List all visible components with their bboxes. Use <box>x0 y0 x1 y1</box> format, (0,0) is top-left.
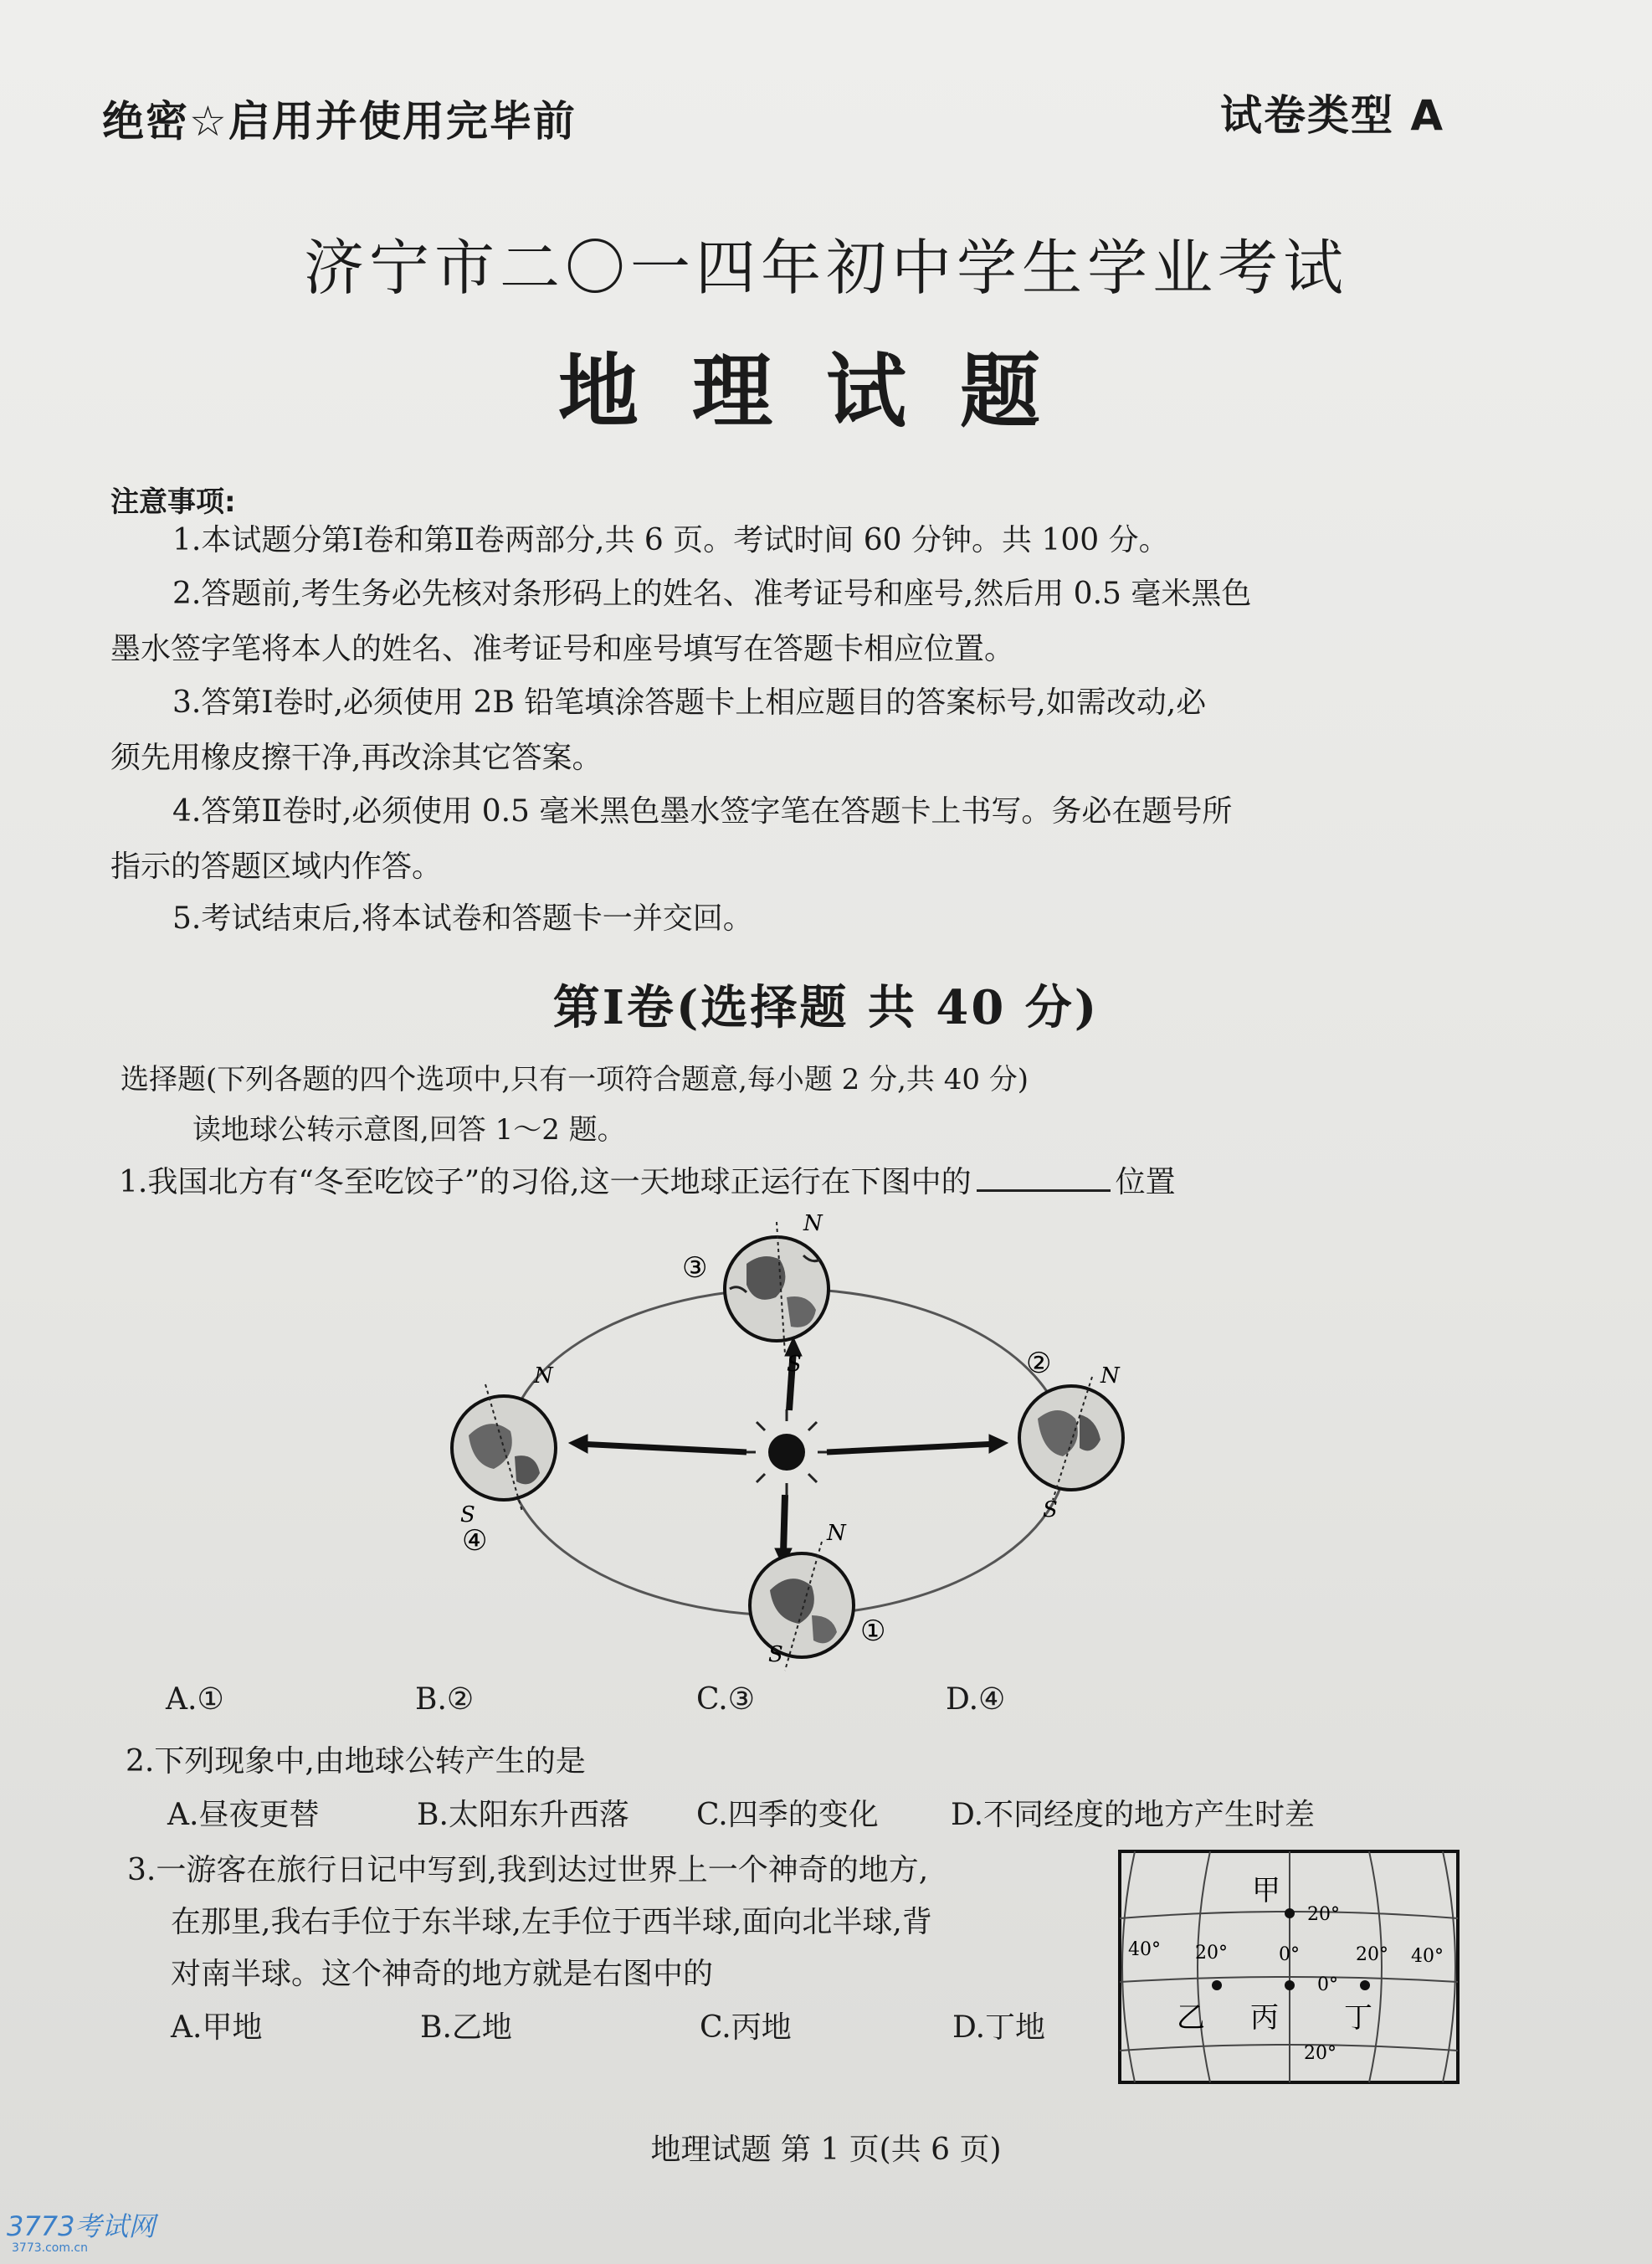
q3-stem-line-3: 对南半球。这个神奇的地方就是右图中的 <box>171 1957 714 1991</box>
label-lon-0: 0° <box>1279 1944 1300 1965</box>
q3-stem-line-1: 3.一游客在旅行日记中写到,我到达过世界上一个神奇的地方, <box>127 1853 929 1887</box>
confidential-label: 绝密☆启用并使用完毕前 <box>102 97 577 146</box>
page-footer: 地理试题 第 1 页(共 6 页) <box>650 2133 1002 2167</box>
q2-stem: 2.下列现象中,由地球公转产生的是 <box>126 1744 586 1779</box>
note-line-6: 4.答第Ⅱ卷时,必须使用 0.5 毫米黑色墨水签字笔在答题卡上书写。务必在题号所 <box>172 794 1233 829</box>
paper-type-label: 试卷类型 A <box>1220 91 1445 140</box>
exam-title: 济宁市二〇一四年初中学生学业考试 <box>303 233 1348 303</box>
q1-stem <box>119 1158 1176 1201</box>
note-line-1: 1.本试题分第Ⅰ卷和第Ⅱ卷两部分,共 6 页。考试时间 60 分钟。共 100 分。 <box>172 523 1169 557</box>
q3-option-d: D.丁地 <box>952 2010 1046 2045</box>
n-label-4: N <box>534 1363 553 1389</box>
q3-option-b: B.乙地 <box>420 2010 512 2045</box>
read-prompt: 读地球公转示意图,回答 1～2 题。 <box>192 1113 626 1147</box>
label-lon-e20: 20° <box>1356 1944 1388 1965</box>
q2-option-c: C.四季的变化 <box>696 1798 879 1832</box>
note-line-5: 须先用橡皮擦干净,再改涂其它答案。 <box>110 741 603 775</box>
position-label-1: ① <box>860 1615 886 1648</box>
s-label-4: S <box>460 1502 475 1527</box>
q1-option-d: D.④ <box>946 1682 1006 1717</box>
watermark-logo: 3773考试网 <box>7 2210 156 2242</box>
q1-stem-suffix: 位置 <box>1115 1165 1176 1199</box>
q1-option-b: B.② <box>415 1682 475 1717</box>
point-ding <box>1360 1980 1370 1990</box>
note-line-4: 3.答第Ⅰ卷时,必须使用 2B 铅笔填涂答题卡上相应题目的答案标号,如需改动,必 <box>172 685 1207 720</box>
label-lon-e40: 40° <box>1411 1946 1444 1967</box>
s-label-1: S <box>768 1642 783 1667</box>
q3-option-c: C.丙地 <box>700 2010 792 2045</box>
q2-option-d: D.不同经度的地方产生时差 <box>951 1798 1316 1832</box>
earth-position-3 <box>725 1222 829 1354</box>
q2-option-b: B.太阳东升西落 <box>417 1798 629 1832</box>
s-label-2: S <box>1043 1497 1058 1522</box>
note-line-8: 5.考试结束后,将本试卷和答题卡一并交回。 <box>172 901 753 936</box>
label-bing: 丙 <box>1250 2001 1279 2035</box>
q3-stem-line-2: 在那里,我右手位于东半球,左手位于西半球,面向北半球,背 <box>171 1905 932 1939</box>
watermark-url: 3773.com.cn <box>12 2241 88 2255</box>
sun-icon <box>744 1409 829 1495</box>
section-title: 第Ⅰ卷(选择题 共 40 分) <box>552 980 1100 1035</box>
label-lat-0: 0° <box>1317 1974 1338 1995</box>
label-lat-s20: 20° <box>1304 2043 1336 2064</box>
note-line-7: 指示的答题区域内作答。 <box>110 850 443 884</box>
q1-option-c: C.③ <box>696 1682 755 1717</box>
point-yi <box>1212 1980 1222 1990</box>
label-jia: 甲 <box>1252 1874 1280 1907</box>
position-label-3: ③ <box>682 1251 708 1285</box>
label-lat-n20: 20° <box>1307 1904 1340 1925</box>
position-label-4: ④ <box>462 1524 488 1558</box>
earth-position-1 <box>750 1542 854 1671</box>
position-label-2: ② <box>1026 1347 1052 1380</box>
note-line-2: 2.答题前,考生务必先核对条形码上的姓名、准考证号和座号,然后用 0.5 毫米黑色 <box>172 577 1252 611</box>
point-bing <box>1285 1980 1295 1990</box>
earth-position-2 <box>1019 1377 1123 1500</box>
q1-option-a: A.① <box>166 1682 224 1717</box>
label-ding: 丁 <box>1344 2001 1372 2035</box>
map-gridlines <box>1120 1851 1458 2082</box>
label-lon-w40: 40° <box>1128 1939 1161 1960</box>
q1-stem-text: 1.我国北方有“冬至吃饺子”的习俗,这一天地球正运行在下图中的 <box>119 1165 972 1199</box>
n-label-1: N <box>827 1521 846 1546</box>
subject-title: 地理试题 <box>558 344 1094 439</box>
orbit-diagram <box>435 1205 1155 1674</box>
s-label-3: S <box>787 1352 802 1377</box>
notes-heading: 注意事项: <box>110 485 236 519</box>
point-jia <box>1285 1908 1295 1918</box>
graticule-map <box>1118 1850 1460 2084</box>
label-yi: 乙 <box>1177 2001 1205 2035</box>
label-lon-w20: 20° <box>1195 1943 1228 1964</box>
n-label-2: N <box>1100 1363 1120 1389</box>
earth-position-4 <box>452 1384 556 1512</box>
section-instruction: 选择题(下列各题的四个选项中,只有一项符合题意,每小题 2 分,共 40 分) <box>121 1063 1029 1096</box>
n-label-3: N <box>803 1211 823 1236</box>
q3-option-a: A.甲地 <box>171 2010 263 2045</box>
q1-answer-blank <box>977 1164 1111 1192</box>
q2-option-a: A.昼夜更替 <box>167 1798 320 1832</box>
note-line-3: 墨水签字笔将本人的姓名、准考证号和座号填写在答题卡相应位置。 <box>110 632 1015 666</box>
